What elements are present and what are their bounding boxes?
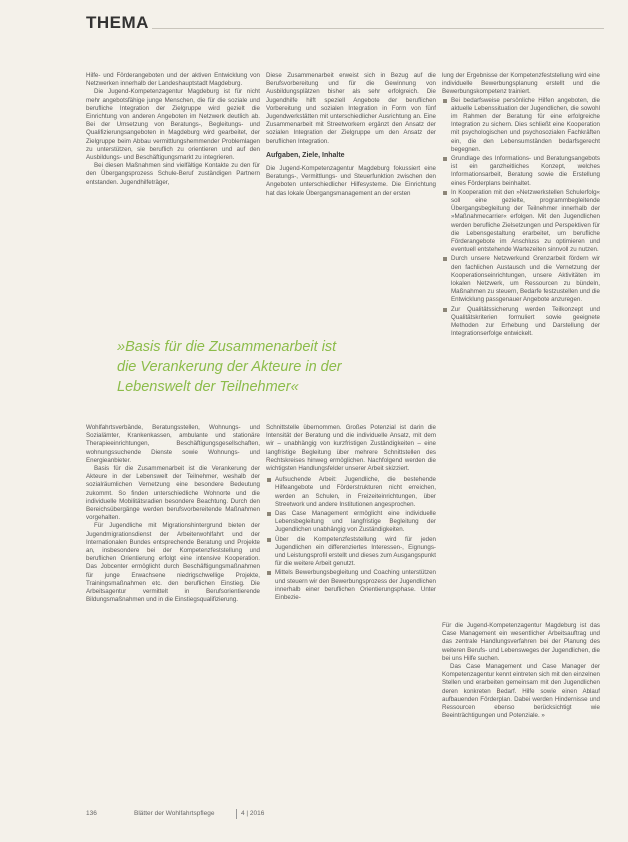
bullet-list	[266, 476, 436, 602]
magazine-name: Blätter der Wohlfahrtspflege	[134, 810, 215, 817]
paragraph: Wohlfahrtsverbände, Beratungsstellen, Wohnungs- und Sozialämter, Krankenkassen, ambulante und stationäre Therapieeinrichtungen, Beschäftigungsgesellschaften, wohnungssuchende Dienste sowie Wohnungs- und Energieanbieter.	[86, 424, 260, 464]
list-item: Aufsuchende Arbeit: Jugendliche, die bestehende Hilfeangebote und Förderstrukturen nicht erreichen, werden an Schulen, in Freizeiteinrichtungen, über Streetwork und andere Institutionen angesprochen.	[266, 476, 436, 509]
pull-quote-line: Lebenswelt der Teilnehmer«	[117, 379, 299, 395]
list-item: Zur Qualitätssicherung werden Teilkonzept und Qualitätskriterien formuliert sowie geeignete Methoden zur Erhebung und Darstellung der Integrationserfolge entwickelt.	[442, 306, 600, 339]
list-item: Mittels Bewerbungsbegleitung und Coaching unterstützen und steuern wir den Bewerbungsprozess der Jugendlichen innerhalb einer beruflichen Orientierungsphase. Unter Einbezie-	[266, 569, 436, 602]
pull-quote-line: die Verankerung der Akteure in der	[117, 359, 342, 375]
column-1-top	[86, 72, 260, 187]
paragraph: Bei diesen Maßnahmen sind vielfältige Kontakte zu den für den Übergangsprozess Schule-Beruf zuständigen Partnern entstanden. Jugendhilfeträger,	[86, 162, 260, 186]
page-number: 136	[86, 810, 97, 817]
column-1-bottom	[86, 424, 260, 604]
pull-quote-line: »Basis für die Zusammenarbeit ist	[117, 339, 337, 355]
list-item: Das Case Management ermöglicht eine individuelle Lebensbegleitung und langfristige Begleitung der Jugendlichen unabhängig von Zuständigkeiten.	[266, 510, 436, 535]
list-item: Grundlage des Informations- und Beratungsangebots ist ein ganzheitliches Konzept, welches Informationsarbeit, Beratung sowie die Erstellung eines Förderplans beinhaltet.	[442, 155, 600, 188]
subheading: Aufgaben, Ziele, Inhalte	[266, 151, 345, 159]
list-item: In Kooperation mit den »Netzwerkstellen Schulerfolg« soll eine gezielte, programmbegleitende Übergangsbegleitung der Teilnehmer innerhalb der »Maßnahmecarrier« erfolgen. Mit den Jugendlichen werden berufliche Zielsetzungen und Perspektiven für die Lebensgestaltung erarbeitet, um berufliche Förderangebote im Anschluss zu optimieren und eventuell entstehende Wartezeiten sinnvoll zu nutzen.	[442, 189, 600, 255]
column-3-bottom	[442, 622, 600, 720]
paragraph: Für die Jugend-Kompetenzagentur Magdeburg ist das Case Management ein wesentlicher Arbeitsauftrag und das zentrale Handlungsverfahren bei der Planung des weiteren Berufs- und Lebensweges der Jugendlichen, die bei uns Hilfe suchen.	[442, 622, 600, 662]
issue-number: 4 | 2016	[241, 810, 265, 817]
footer-divider	[236, 809, 237, 819]
paragraph: Die Jugend-Kompetenzagentur Magdeburg ist für nicht mehr angebotsfähige junge Menschen, die für die soziale und berufliche Integration der Zielgruppe wird gezielt die Einrichtung von anderen Angeboten im Netzwerk deutlich ab. Bei der Umsetzung von Beratungs-, Begleitungs- und Qualifizierungsangeboten in Magdeburg wird gearbeitet, der Zielgruppe beim Abbau vermittlungshemmender Problemlagen zu unterstützen, sie beruflich zu orientieren und auf den Ausbildungs- und Beschäftigungsmarkt zu integrieren.	[86, 88, 260, 162]
section-rule	[152, 28, 604, 29]
paragraph: Hilfe- und Förderangeboten und der aktiven Entwicklung von Netzwerken innerhalb der Landeshauptstadt Magdeburg.	[86, 72, 260, 88]
column-3	[442, 72, 600, 340]
paragraph: Diese Zusammenarbeit erweist sich in Bezug auf die Berufsvorbereitung und für die Gewinnung von Ausbildungsplätzen bisher als sehr erfolgreich. Die Jugendhilfe hilft speziell Angebote der beruflichen Vorbereitung und sozialen Integration in Form von fünf Jugendwerkstätten mit unterschiedlicher Ausrichtung an. Eine Zusammenarbeit mit Streetworkern ergänzt den Ansatz der sozialen Integration der Zielgruppe um den Ansatz der beruflichen Integration.	[266, 72, 436, 145]
column-2-bottom	[266, 424, 436, 603]
list-item: Durch unsere Netzwerkund Grenzarbeit fördern wir den fachlichen Austausch und die Vernetzung der Kooperationseinrichtungen, unsere Aktivitäten im lokalen Netzwerk, um Ressourcen zu bündeln, Maßnahmen zu steuern, Bedarfe festzustellen und die Entwicklung passgenauer Angebote anzuregen.	[442, 255, 600, 304]
paragraph: lung der Ergebnisse der Kompetenzfeststellung wird eine individuelle Bewerbungsplanung erstellt und die Bewerbungskompetenz trainiert.	[442, 72, 600, 96]
paragraph: Für Jugendliche mit Migrationshintergrund bieten der Jugendmigrationsdienst der Arbeiterwohlfahrt und der Internationalen Bundes entsprechende Beratung und Projekte an, insbesondere bei der Kompetenzfeststellung und beruflichen Orientierung erfolgt eine intensive Kooperation. Das Jobcenter ermöglicht durch Beschäftigungsmaßnahmen für junge Erwachsene niedrigschwellige Projekte, Trainingsmaßnahmen etc. den beruflichen Einstieg. Die Arbeitsagentur vermittelt in Berufsorientierende Bildungsmaßnahmen und in die Einstiegsqualifizierung.	[86, 522, 260, 604]
paragraph: Schnittstelle übernommen. Großes Potenzial ist darin die Intensität der Beratung und die individuelle Ansatz, mit dem wir – unabhängig von kurzfristigen Zuständigkeiten – eine langfristige Begleitung über mehrere Schnittstellen des Rechtskreises hinweg ermöglichen. Nachfolgend werden die wichtigsten Handlungsfelder unserer Arbeit skizziert.	[266, 424, 436, 473]
column-2-top	[266, 72, 436, 198]
paragraph: Basis für die Zusammenarbeit ist die Verankerung der Akteure in der Lebenswelt der Teilnehmer, weshalb der sozialräumlichen Vernetzung eine besondere Bedeutung zukommt. So finden unterschiedliche Wohnorte und die individuelle Mobilitätsradien besondere Beachtung. Durch den Bereichsübergänge werden berufsvorbereitende Maßnahmen vorgehalten.	[86, 465, 260, 522]
list-item: Über die Kompetenzfeststellung wird für jeden Jugendlichen ein differenziertes Interessen-, Eignungs- und Leistungsprofil erstellt und dieses zum Ausgangspunkt für die weitere Arbeit genutzt.	[266, 536, 436, 569]
paragraph: Das Case Management und Case Manager der Kompetenzagentur kennt eintreten sich mit den einzelnen Stellen und erarbeiten gemeinsam mit den Jugendlichen deren konkreten Bedarf. Hilfe sowie einen Ablauf aufbauenden Förderplan. Dabei werden Hindernisse und Ressourcen ebenso berücksichtigt wie Beeinträchtigungen und Potenziale. »	[442, 663, 600, 720]
paragraph: Die Jugend-Kompetenzagentur Magdeburg fokussiert eine Beratungs-, Vermittlungs- und Steuerfunktion zwischen den Angeboten unterschiedlicher Hilfesysteme. Die Einrichtung hat das lokale Übergangsmanagement an der ersten	[266, 165, 436, 197]
section-title: THEMA	[86, 13, 149, 32]
pull-quote	[117, 337, 437, 397]
bullet-list	[442, 97, 600, 339]
list-item: Bei bedarfsweise persönliche Hilfen angeboten, die aktuelle Lebenssituation der Jugendlichen, die sowohl im Rahmen der Beratung für eine erfolgreiche Integration zu sichern. Dies schließt eine Kooperation mit psychologischen und psychosozialen Fachkräften ein, die den Lebensumständen bedarfsgerecht begegnen.	[442, 97, 600, 154]
page-footer	[86, 810, 606, 822]
